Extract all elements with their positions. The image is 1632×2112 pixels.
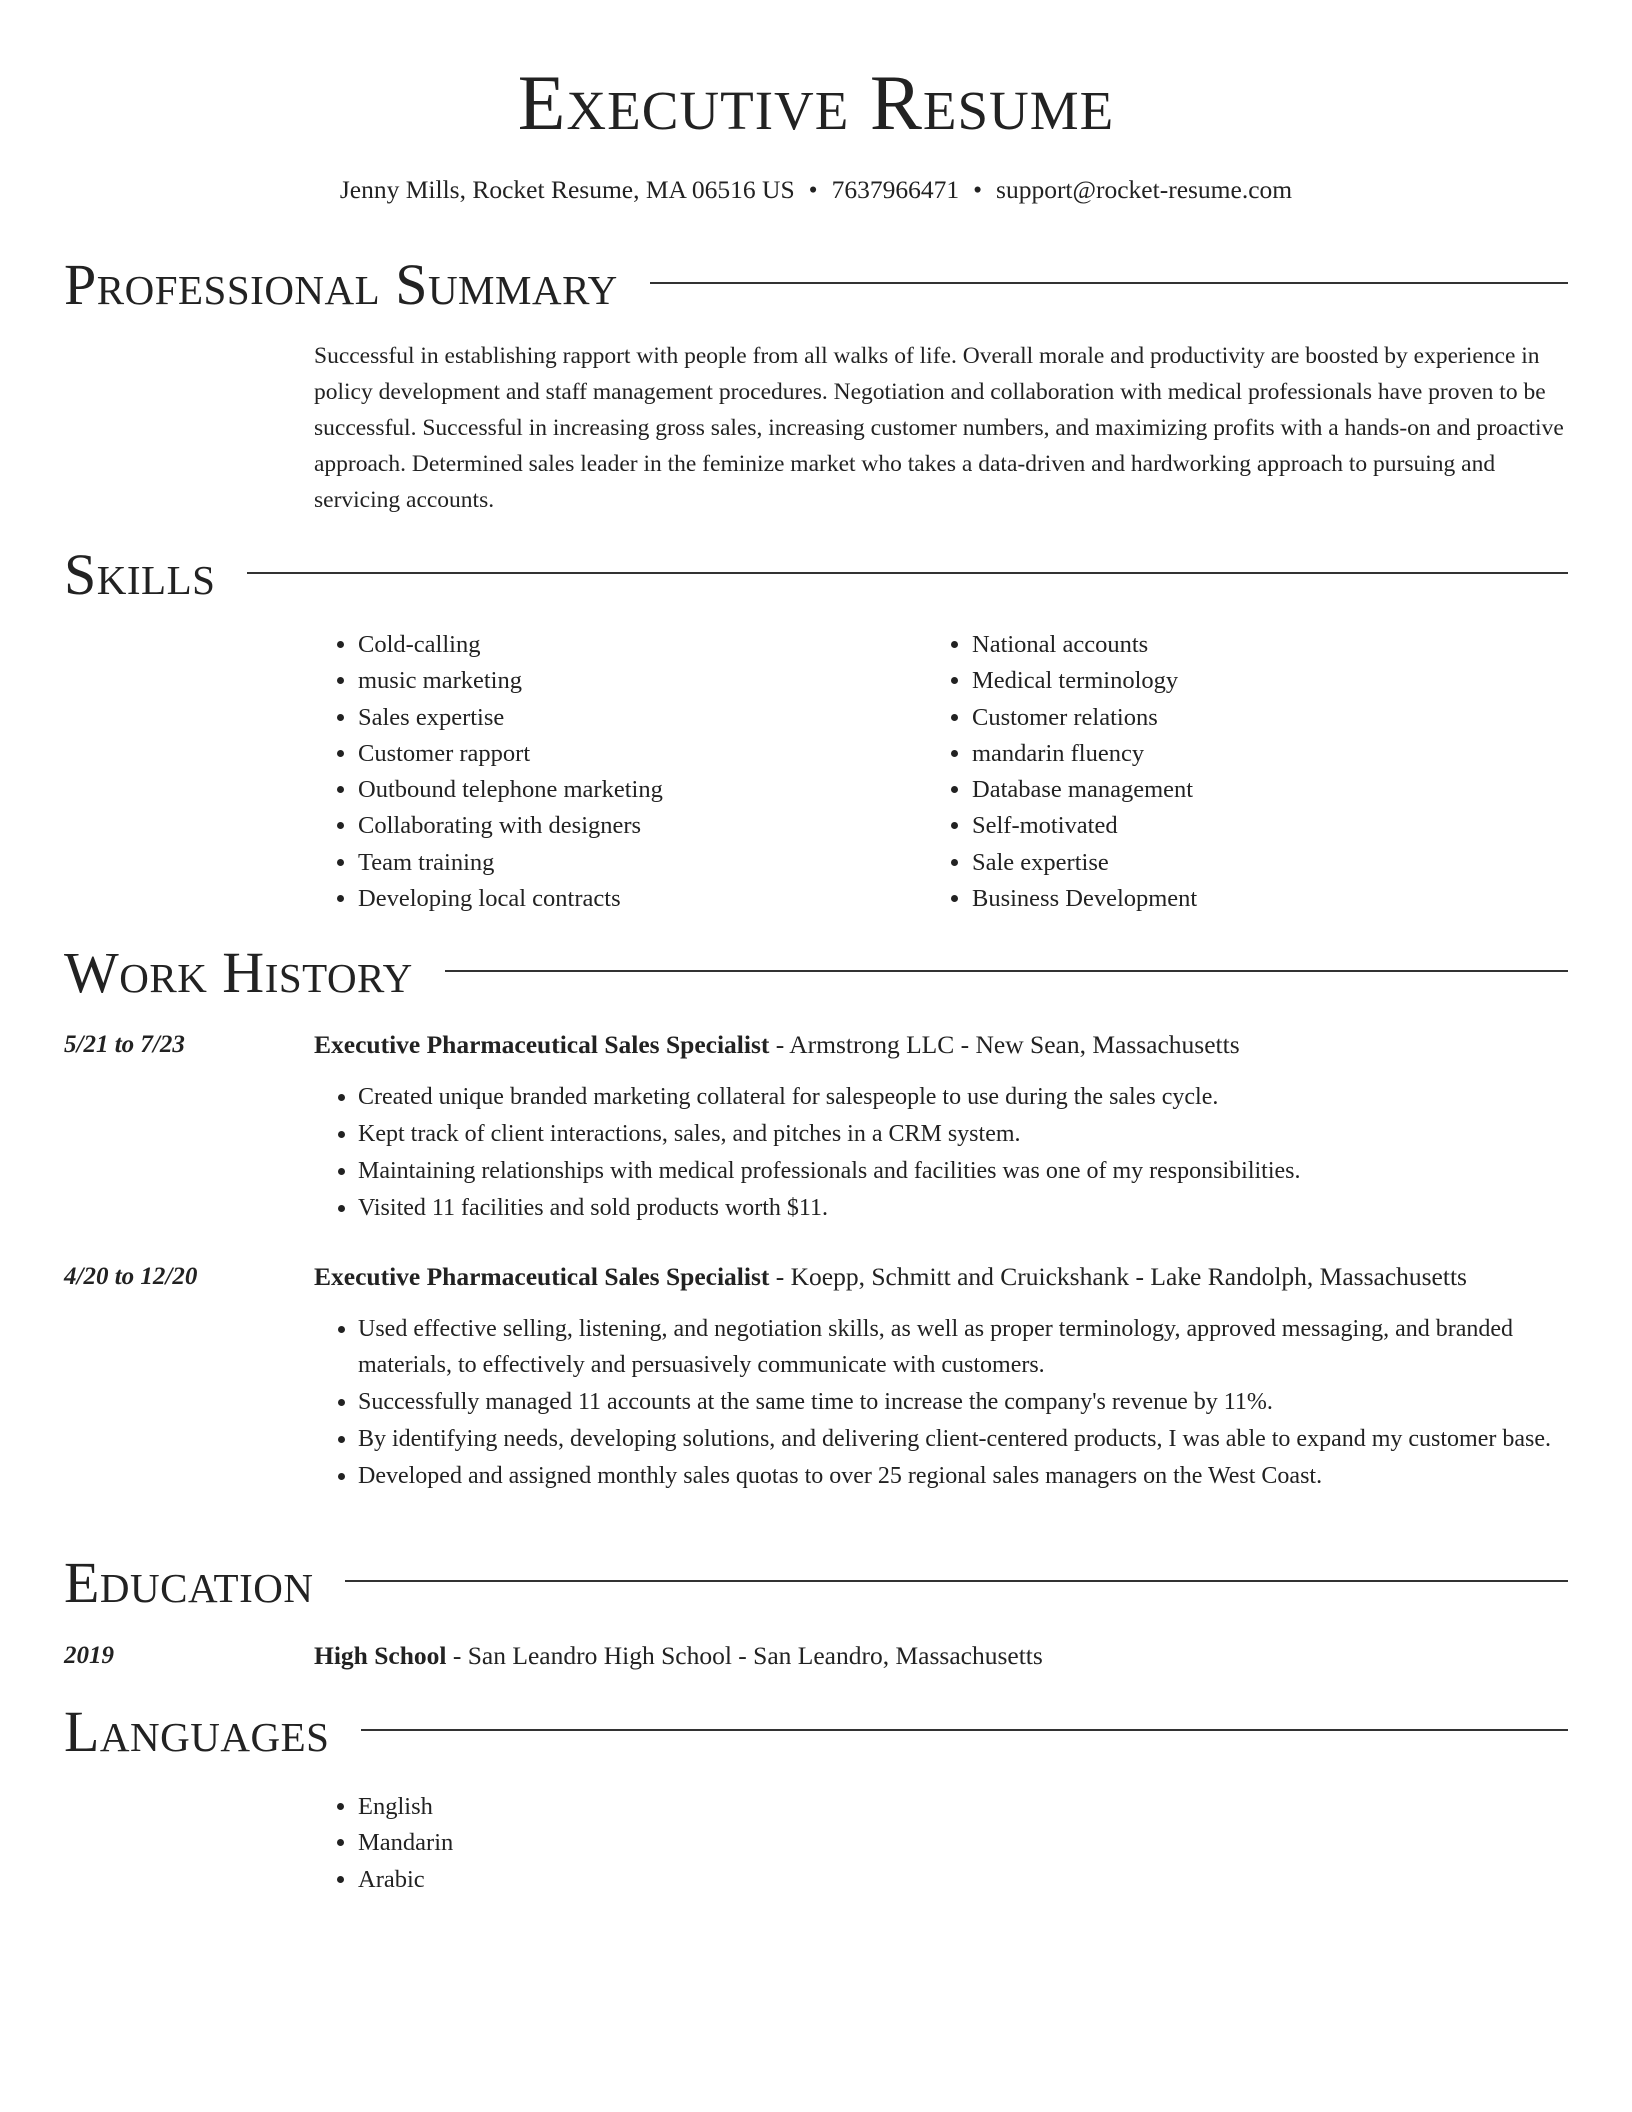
- section-languages: [64, 1697, 1568, 1767]
- job-bullet: • Used effective selling, listening, and negotiation skills, as well as proper terminology, approved messaging, and branded materials, to effectively and persuasively communicate with customers.: [358, 1311, 1612, 1383]
- section-divider: [345, 1580, 1568, 1582]
- education-line: [314, 1638, 1568, 1674]
- job-bullet: • Developed and assigned monthly sales quotas to over 25 regional sales managers on the West Coast.: [358, 1458, 1612, 1494]
- section-skills: [64, 540, 1568, 610]
- skill-item: • Cold-calling: [358, 627, 663, 663]
- job-role: Executive Pharmaceutical Sales Specialist: [314, 1030, 770, 1059]
- job-employer: - Koepp, Schmitt and Cruickshank - Lake Randolph, Massachusetts: [769, 1262, 1467, 1291]
- contact-separator: •: [808, 175, 818, 204]
- job-title-line: [314, 1259, 1568, 1295]
- contact-address: Jenny Mills, Rocket Resume, MA 06516 US: [339, 175, 795, 204]
- skills-list-right: [928, 627, 1197, 917]
- language-item: • Arabic: [358, 1862, 453, 1898]
- job-role: Executive Pharmaceutical Sales Specialist: [314, 1262, 770, 1291]
- job-bullet: • By identifying needs, developing solutions, and delivering client-centered products, I was able to expand my customer base.: [358, 1421, 1612, 1457]
- skill-item: • Outbound telephone marketing: [358, 772, 663, 808]
- job-bullet: • Successfully managed 11 accounts at the same time to increase the company's revenue by 11%.: [358, 1384, 1612, 1420]
- skill-item: • Business Development: [972, 881, 1197, 917]
- skill-item: • mandarin fluency: [972, 736, 1197, 772]
- skill-item: • Sale expertise: [972, 845, 1197, 881]
- section-divider: [361, 1729, 1568, 1731]
- skill-item: • Collaborating with designers: [358, 808, 663, 844]
- section-heading: Professional Summary: [64, 252, 618, 317]
- section-heading: Languages: [64, 1699, 330, 1764]
- skill-item: • Team training: [358, 845, 663, 881]
- skill-item: • music marketing: [358, 663, 663, 699]
- job-bullet: • Visited 11 facilities and sold products worth $11.: [358, 1190, 1612, 1226]
- section-divider: [247, 572, 1568, 574]
- job-bullet: • Maintaining relationships with medical professionals and facilities was one of my responsibilities.: [358, 1153, 1612, 1189]
- contact-separator: •: [973, 175, 983, 204]
- skill-item: • Developing local contracts: [358, 881, 663, 917]
- language-item: • Mandarin: [358, 1825, 453, 1861]
- job-title-line: [314, 1027, 1568, 1063]
- section-heading: Skills: [64, 542, 216, 607]
- skill-item: • Customer rapport: [358, 736, 663, 772]
- skill-item: • National accounts: [972, 627, 1197, 663]
- education-year: 2019: [64, 1642, 114, 1669]
- summary-paragraph: Successful in establishing rapport with people from all walks of life. Overall morale and productivity are boosted by experience in policy development and staff management procedures. Negotiation and collaboration with medical professionals have proven to be successful. Successful in increasing gross sales, increasing customer numbers, and maximizing profits with a hands-on and proactive approach. Determined sales leader in the feminize market who takes a data-driven and hardworking approach to pursuing and servicing accounts.: [314, 343, 1564, 513]
- job-bullet: • Kept track of client interactions, sales, and pitches in a CRM system.: [358, 1116, 1612, 1152]
- skill-item: • Database management: [972, 772, 1197, 808]
- job-dates: 5/21 to 7/23: [64, 1031, 185, 1058]
- job-bullets: [314, 1311, 1612, 1495]
- job-dates: 4/20 to 12/20: [64, 1263, 198, 1290]
- contact-line: [0, 172, 1632, 208]
- skill-item: • Self-motivated: [972, 808, 1197, 844]
- contact-email[interactable]: support@rocket-resume.com: [996, 175, 1293, 204]
- section-heading: Work History: [64, 940, 413, 1005]
- job-bullets: [314, 1079, 1612, 1227]
- section-education: [64, 1548, 1568, 1618]
- skills-list-left: [314, 627, 663, 917]
- education-school: - San Leandro High School - San Leandro, Massachusetts: [446, 1641, 1043, 1670]
- contact-phone: 7637966471: [831, 175, 960, 204]
- languages-list: [314, 1789, 453, 1898]
- section-work-history: [64, 938, 1568, 1008]
- section-divider: [650, 282, 1568, 284]
- section-heading: Education: [64, 1550, 314, 1615]
- language-item: • English: [358, 1789, 453, 1825]
- education-degree: High School: [314, 1641, 447, 1670]
- job-bullet: • Created unique branded marketing collateral for salespeople to use during the sales cycle.: [358, 1079, 1612, 1115]
- resume-title: Executive Resume: [517, 59, 1115, 146]
- skill-item: • Sales expertise: [358, 700, 663, 736]
- skill-item: • Customer relations: [972, 700, 1197, 736]
- section-professional-summary: [64, 250, 1568, 320]
- job-employer: - Armstrong LLC - New Sean, Massachusetts: [769, 1030, 1240, 1059]
- section-divider: [445, 970, 1568, 972]
- skill-item: • Medical terminology: [972, 663, 1197, 699]
